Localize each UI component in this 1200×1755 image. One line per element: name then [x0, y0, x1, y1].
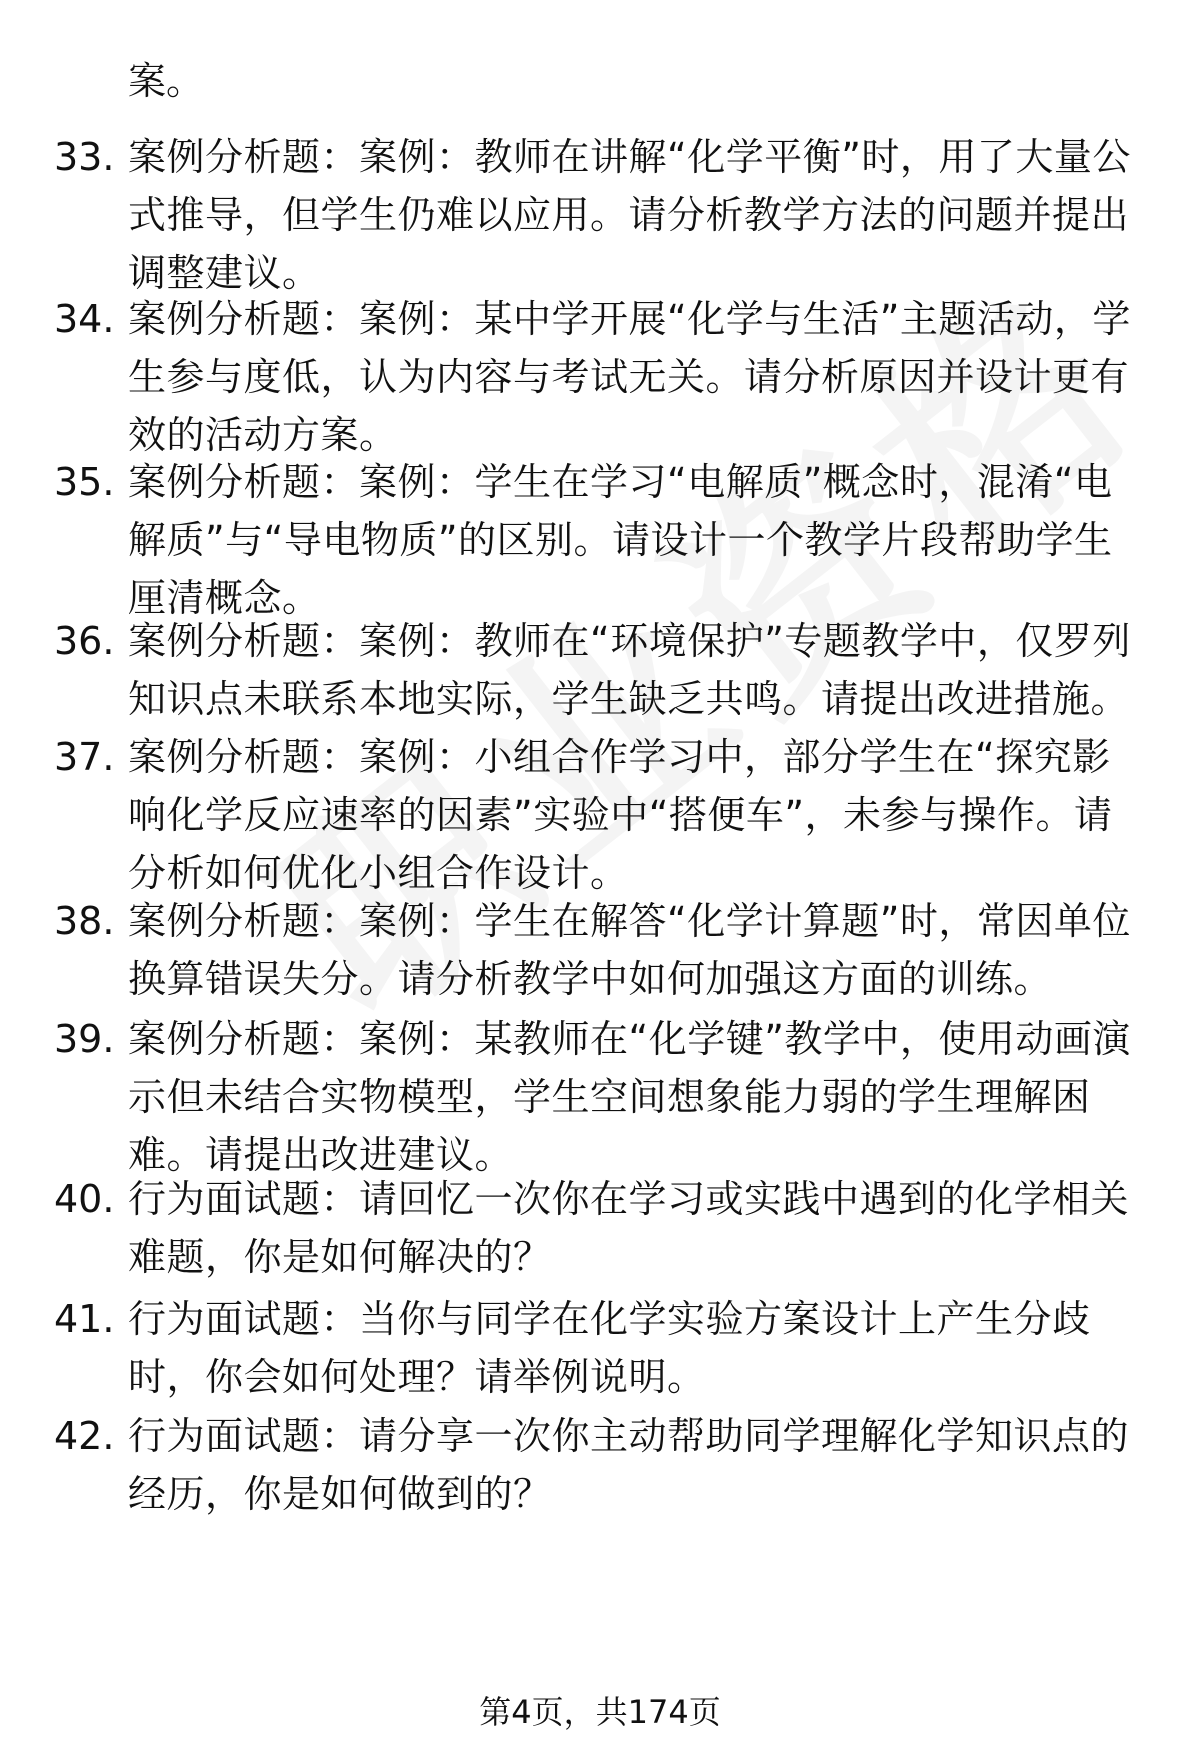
- continuation-text: 案。: [128, 59, 205, 103]
- question-text: 行为面试题：请回忆一次你在学习或实践中遇到的化学相关难题，你是如何解决的？: [128, 1177, 1130, 1279]
- question-number: 42.: [54, 1414, 115, 1458]
- question-number: 33.: [54, 135, 115, 179]
- question-text: 案例分析题：案例：某教师在“化学键”教学中，使用动画演示但未结合实物模型，学生空间想象能力弱的学生理解困难。请提出改进建议。: [128, 1017, 1131, 1177]
- question-text: 案例分析题：案例：教师在讲解“化学平衡”时，用了大量公式推导，但学生仍难以应用。请分析教学方法的问题并提出调整建议。: [128, 135, 1131, 295]
- question-number: 37.: [54, 735, 115, 779]
- question-text: 案例分析题：案例：教师在“环境保护”专题教学中，仅罗列知识点未联系本地实际，学生缺乏共鸣。请提出改进措施。: [128, 619, 1131, 721]
- question-text: 案例分析题：案例：小组合作学习中，部分学生在“探究影响化学反应速率的因素”实验中“搭便车”，未参与操作。请分析如何优化小组合作设计。: [128, 735, 1113, 895]
- question-text: 案例分析题：案例：学生在解答“化学计算题”时，常因单位换算错误失分。请分析教学中如何加强这方面的训练。: [128, 899, 1131, 1001]
- question-text: 案例分析题：案例：某中学开展“化学与生活”主题活动，学生参与度低，认为内容与考试无关。请分析原因并设计更有效的活动方案。: [128, 297, 1131, 457]
- question-number: 36.: [54, 619, 115, 663]
- question-number: 40.: [54, 1177, 115, 1221]
- question-text: 行为面试题：当你与同学在化学实验方案设计上产生分歧时，你会如何处理？请举例说明。: [128, 1297, 1091, 1399]
- page-footer: 第4页，共174页: [479, 1693, 721, 1731]
- question-number: 35.: [54, 460, 115, 504]
- question-text: 案例分析题：案例：学生在学习“电解质”概念时，混淆“电解质”与“导电物质”的区别。请设计一个教学片段帮助学生厘清概念。: [128, 460, 1113, 620]
- question-text: 行为面试题：请分享一次你主动帮助同学理解化学知识点的经历，你是如何做到的？: [128, 1414, 1130, 1516]
- question-number: 39.: [54, 1017, 115, 1061]
- question-number: 34.: [54, 297, 115, 341]
- question-number: 38.: [54, 899, 115, 943]
- question-number: 41.: [54, 1297, 115, 1341]
